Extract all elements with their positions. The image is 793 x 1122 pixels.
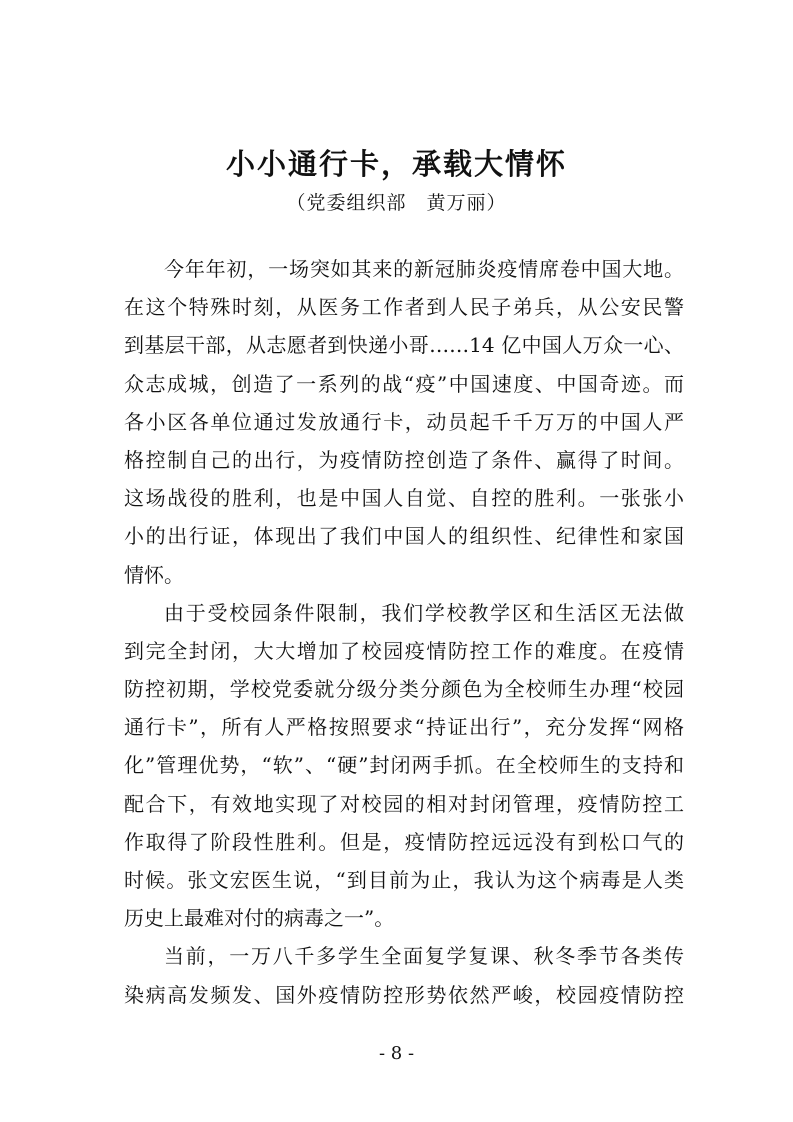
- text-line: 各小区各单位通过发放通行卡，动员起千千万万的中国人严: [124, 409, 684, 434]
- text-line: 当前，一万八千多学生全面复学复课、秋冬季节各类传: [164, 944, 684, 969]
- text-line: 到完全封闭，大大增加了校园疫情防控工作的难度。在疫情: [124, 638, 684, 663]
- document-title: 小小通行卡，承载大情怀: [225, 147, 567, 181]
- page-number: - 8 -: [378, 1043, 415, 1064]
- text-line: 今年年初，一场突如其来的新冠肺炎疫情席卷中国大地。: [164, 257, 684, 281]
- text-line: 时候。张文宏医生说，“到目前为止，我认为这个病毒是人类: [124, 868, 684, 892]
- text-line: 这场战役的胜利，也是中国人自觉、自控的胜利。一张张小: [124, 486, 684, 511]
- text-line: 到基层干部，从志愿者到快递小哥……14 亿中国人万众一心、: [124, 333, 684, 358]
- text-line: 作取得了阶段性胜利。但是，疫情防控远远没有到松口气的: [124, 829, 684, 854]
- author-byline: （党委组织部 黄万丽）: [286, 192, 507, 214]
- text-line: 防控初期，学校党委就分级分类分颜色为全校师生办理“校园: [124, 677, 684, 702]
- text-line: 由于受校园条件限制，我们学校教学区和生活区无法做: [164, 600, 684, 625]
- text-line: 历史上最难对付的病毒之一”。: [124, 906, 395, 931]
- text-line: 染病高发频发、国外疫情防控形势依然严峻，校园疫情防控: [124, 982, 684, 1007]
- text-line: 格控制自己的出行，为疫情防控创造了条件、赢得了时间。: [124, 447, 684, 472]
- article-body: [124, 250, 684, 1014]
- text-line: 小的出行证，体现出了我们中国人的组织性、纪律性和家国: [124, 524, 684, 549]
- text-line: 众志成城，创造了一系列的战“疫”中国速度、中国奇迹。而: [124, 371, 684, 396]
- text-line: 情怀。: [124, 562, 184, 587]
- text-line: 化”管理优势，“软”、“硬”封闭两手抓。在全校师生的支持和: [124, 753, 684, 778]
- text-line: 通行卡”，所有人严格按照要求“持证出行”，充分发挥“网格: [124, 715, 684, 740]
- text-line: 在这个特殊时刻，从医务工作者到人民子弟兵，从公安民警: [124, 295, 684, 320]
- text-line: 配合下，有效地实现了对校园的相对封闭管理，疫情防控工: [124, 791, 684, 816]
